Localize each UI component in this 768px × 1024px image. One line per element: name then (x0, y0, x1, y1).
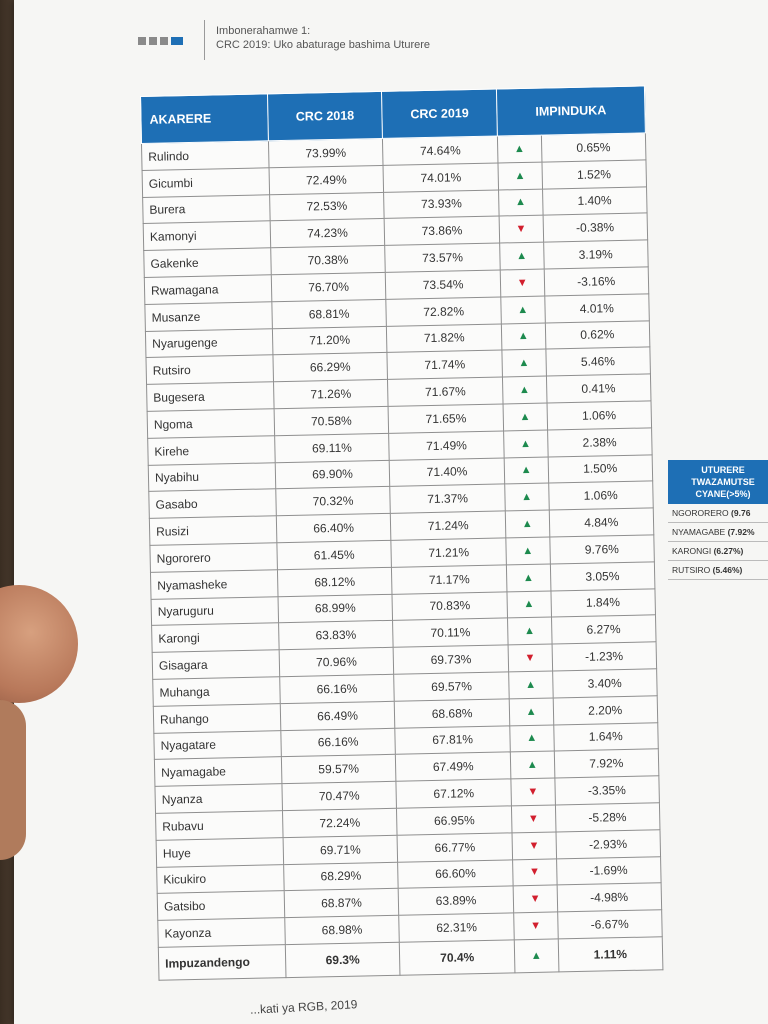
arrow-up-icon: ▲ (507, 617, 551, 645)
arrow-up-icon: ▲ (509, 698, 553, 726)
district-name: Rwamagana (144, 275, 271, 304)
crc-2018-value: 70.96% (279, 647, 394, 676)
district-name: Nyamasheke (150, 569, 277, 598)
change-value: 1.52% (541, 160, 646, 189)
crc-2018-value: 70.32% (276, 487, 391, 516)
top-district-value: (6.27%) (713, 546, 744, 556)
crc-2018-value: 66.16% (279, 674, 394, 703)
crc-2019-value: 67.49% (396, 752, 511, 781)
top-districts-panel (668, 460, 768, 580)
crc-2019-value: 71.65% (388, 404, 503, 433)
top-district-item (668, 561, 768, 580)
arrow-up-icon: ▲ (506, 564, 550, 592)
change-value: -3.16% (544, 267, 649, 296)
crc-2019-value: 74.64% (383, 136, 498, 165)
crc-2019-value: 68.68% (395, 699, 510, 728)
crc-2019-value: 67.12% (396, 779, 511, 808)
arrow-up-icon: ▲ (514, 939, 558, 973)
arrow-up-icon: ▲ (503, 403, 547, 431)
crc-2019-value: 70.11% (393, 618, 508, 647)
top-district-name: RUTSIRO (672, 565, 711, 575)
change-value: 1.64% (553, 722, 658, 751)
crc-2019-value: 71.67% (388, 377, 503, 406)
crc-2018-value: 72.53% (269, 192, 384, 221)
change-value: 2.20% (553, 696, 658, 725)
top-district-value: (9.76 (731, 508, 751, 518)
arrow-down-icon: ▼ (500, 269, 544, 297)
arrow-up-icon: ▲ (510, 725, 554, 753)
top-districts-title: UTURERE TWAZAMUTSE CYANE(>5%) (668, 460, 768, 504)
change-value: -0.38% (543, 213, 648, 242)
crc-2019-value: 71.24% (391, 511, 506, 540)
change-value: 1.50% (548, 454, 653, 483)
top-districts-list (668, 504, 768, 580)
change-value: 3.05% (550, 562, 655, 591)
crc-2019-value: 71.37% (390, 484, 505, 513)
crc-2019-value: 72.82% (386, 297, 501, 326)
arrow-up-icon: ▲ (505, 510, 549, 538)
top-district-name: NYAMAGABE (672, 527, 726, 537)
table-caption (216, 24, 430, 52)
change-value: -6.67% (557, 910, 662, 939)
district-name: Musanze (145, 302, 272, 331)
arrow-up-icon: ▲ (505, 483, 549, 511)
crc-2018-value: 68.87% (284, 889, 399, 918)
crc-2018-value: 69.71% (283, 835, 398, 864)
change-value: 1.40% (542, 187, 647, 216)
change-value: 5.46% (545, 347, 650, 376)
district-name: Impuzandengo (158, 945, 285, 981)
district-name: Gakenke (144, 248, 271, 277)
crc-2019-value: 71.21% (391, 538, 506, 567)
crc-2019-value: 69.57% (394, 672, 509, 701)
top-district-value: (7.92% (727, 527, 755, 537)
top-district-value: (5.46%) (712, 565, 743, 575)
change-value: 6.27% (551, 615, 656, 644)
col-header-crc2019: CRC 2019 (382, 89, 498, 138)
change-value: 0.41% (546, 374, 651, 403)
arrow-up-icon: ▲ (506, 537, 550, 565)
crc-2019-value: 70.83% (392, 591, 507, 620)
district-name: Ruhango (153, 703, 280, 732)
crc-2018-value: 76.70% (271, 272, 386, 301)
district-name: Huye (156, 837, 283, 866)
district-name: Gicumbi (142, 168, 269, 197)
district-name: Rutsiro (146, 355, 273, 384)
crc-2018-value: 66.16% (281, 728, 396, 757)
caption-line-2: CRC 2019: Uko abaturage bashima Uturere (216, 39, 431, 51)
district-name: Bugesera (147, 382, 274, 411)
arrow-down-icon: ▼ (511, 805, 555, 833)
top-district-name: NGORORERO (672, 508, 729, 518)
crc-2018-value: 66.29% (273, 353, 388, 382)
arrow-up-icon: ▲ (509, 671, 553, 699)
crc-2018-value: 66.49% (280, 701, 395, 730)
change-value: 0.65% (541, 133, 646, 162)
col-header-change: IMPINDUKA (496, 86, 645, 136)
change-value: -2.93% (555, 829, 660, 858)
district-name: Nyamagabe (154, 757, 281, 786)
crc-2018-value: 73.99% (268, 138, 383, 167)
district-name: Ngororero (150, 543, 277, 572)
arrow-up-icon: ▲ (502, 349, 546, 377)
crc-2019-value: 73.54% (386, 270, 501, 299)
district-name: Kirehe (148, 436, 275, 465)
arrow-down-icon: ▼ (499, 215, 543, 243)
header-divider (204, 20, 205, 60)
crc-2019-value: 66.95% (397, 806, 512, 835)
col-header-crc2018: CRC 2018 (267, 91, 383, 140)
crc-2019-value: 73.93% (384, 190, 499, 219)
crc-2018-value: 72.24% (282, 808, 397, 837)
arrow-down-icon: ▼ (513, 885, 557, 913)
change-value: 1.06% (548, 481, 653, 510)
district-name: Rusizi (149, 516, 276, 545)
top-district-item (668, 523, 768, 542)
district-name: Nyaruguru (151, 596, 278, 625)
arrow-up-icon: ▲ (503, 430, 547, 458)
arrow-up-icon: ▲ (498, 162, 542, 190)
crc-2019-value: 70.4% (400, 940, 515, 975)
crc-2018-value: 68.81% (272, 299, 387, 328)
crc-2019-value: 69.73% (393, 645, 508, 674)
arrow-up-icon: ▲ (497, 135, 541, 163)
crc-2018-value: 59.57% (281, 755, 396, 784)
crc-2018-value: 74.23% (270, 219, 385, 248)
crc-2018-value: 69.11% (274, 433, 389, 462)
district-name: Rulindo (141, 141, 268, 170)
district-name: Nyanza (155, 784, 282, 813)
district-name: Nyarugenge (145, 328, 272, 357)
change-value: 3.40% (552, 669, 657, 698)
district-name: Gisagara (152, 650, 279, 679)
district-name: Kicukiro (157, 864, 284, 893)
crc-2018-value: 70.47% (282, 781, 397, 810)
crc-2018-value: 68.29% (283, 862, 398, 891)
arrow-up-icon: ▲ (500, 242, 544, 270)
top-district-item (668, 504, 768, 523)
crc-2019-value: 71.17% (392, 565, 507, 594)
crc-2019-value: 71.82% (387, 324, 502, 353)
change-value: -3.35% (554, 776, 659, 805)
arrow-up-icon: ▲ (501, 296, 545, 324)
district-name: Gasabo (149, 489, 276, 518)
district-name: Burera (143, 194, 270, 223)
col-header-district: AKARERE (141, 94, 269, 144)
header-logo-squares (138, 37, 183, 45)
district-name: Kayonza (158, 918, 285, 947)
table-body (141, 133, 662, 980)
change-value: 3.19% (543, 240, 648, 269)
change-value: 4.84% (549, 508, 654, 537)
district-name: Karongi (152, 623, 279, 652)
district-name: Gatsibo (157, 891, 284, 920)
arrow-up-icon: ▲ (501, 323, 545, 351)
arrow-up-icon: ▲ (502, 376, 546, 404)
crc-2019-value: 62.31% (399, 913, 514, 942)
crc-2018-value: 69.90% (275, 460, 390, 489)
change-value: 4.01% (544, 294, 649, 323)
change-value: 1.06% (547, 401, 652, 430)
change-value: -5.28% (555, 803, 660, 832)
caption-line-1: Imbonerahamwe 1: (216, 25, 311, 37)
crc-2018-value: 61.45% (277, 540, 392, 569)
district-name: Nyagatare (154, 730, 281, 759)
crc-table (140, 85, 663, 980)
crc-2019-value: 71.74% (387, 350, 502, 379)
arrow-down-icon: ▼ (512, 858, 556, 886)
crc-2019-value: 67.81% (395, 725, 510, 754)
crc-2018-value: 68.98% (284, 915, 399, 944)
change-value: 9.76% (549, 535, 654, 564)
change-value: 0.62% (545, 320, 650, 349)
crc-2019-value: 73.86% (384, 216, 499, 245)
crc-2018-value: 63.83% (278, 621, 393, 650)
crc-2018-value: 70.38% (270, 246, 385, 275)
district-name: Rubavu (156, 811, 283, 840)
crc-2019-value: 73.57% (385, 243, 500, 272)
change-value: -1.69% (556, 856, 661, 885)
district-name: Nyabihu (148, 462, 275, 491)
change-value: -4.98% (557, 883, 662, 912)
crc-2018-value: 71.20% (272, 326, 387, 355)
change-value: 1.11% (558, 937, 663, 972)
crc-2018-value: 71.26% (273, 380, 388, 409)
crc-2018-value: 66.40% (276, 513, 391, 542)
top-district-item (668, 542, 768, 561)
district-name: Muhanga (153, 677, 280, 706)
crc-table-container (140, 85, 678, 981)
district-name: Ngoma (147, 409, 274, 438)
crc-2019-value: 74.01% (383, 163, 498, 192)
change-value: 2.38% (547, 428, 652, 457)
crc-2019-value: 63.89% (398, 886, 513, 915)
arrow-down-icon: ▼ (514, 912, 558, 940)
change-value: 1.84% (550, 588, 655, 617)
arrow-up-icon: ▲ (507, 591, 551, 619)
arrow-down-icon: ▼ (511, 778, 555, 806)
crc-2018-value: 72.49% (269, 165, 384, 194)
crc-2018-value: 68.12% (277, 567, 392, 596)
crc-2019-value: 71.40% (390, 458, 505, 487)
arrow-down-icon: ▼ (512, 832, 556, 860)
arrow-down-icon: ▼ (508, 644, 552, 672)
crc-2018-value: 68.99% (278, 594, 393, 623)
change-value: -1.23% (552, 642, 657, 671)
crc-2019-value: 66.60% (398, 859, 513, 888)
hand (0, 700, 26, 860)
district-name: Kamonyi (143, 221, 270, 250)
source-note: ...kati ya RGB, 2019 (249, 997, 358, 1017)
crc-2018-value: 69.3% (285, 942, 400, 977)
change-value: 7.92% (554, 749, 659, 778)
crc-2019-value: 66.77% (397, 833, 512, 862)
crc-2019-value: 71.49% (389, 431, 504, 460)
top-district-name: KARONGI (672, 546, 712, 556)
crc-2018-value: 70.58% (274, 406, 389, 435)
arrow-up-icon: ▲ (504, 457, 548, 485)
arrow-up-icon: ▲ (510, 751, 554, 779)
arrow-up-icon: ▲ (498, 189, 542, 217)
